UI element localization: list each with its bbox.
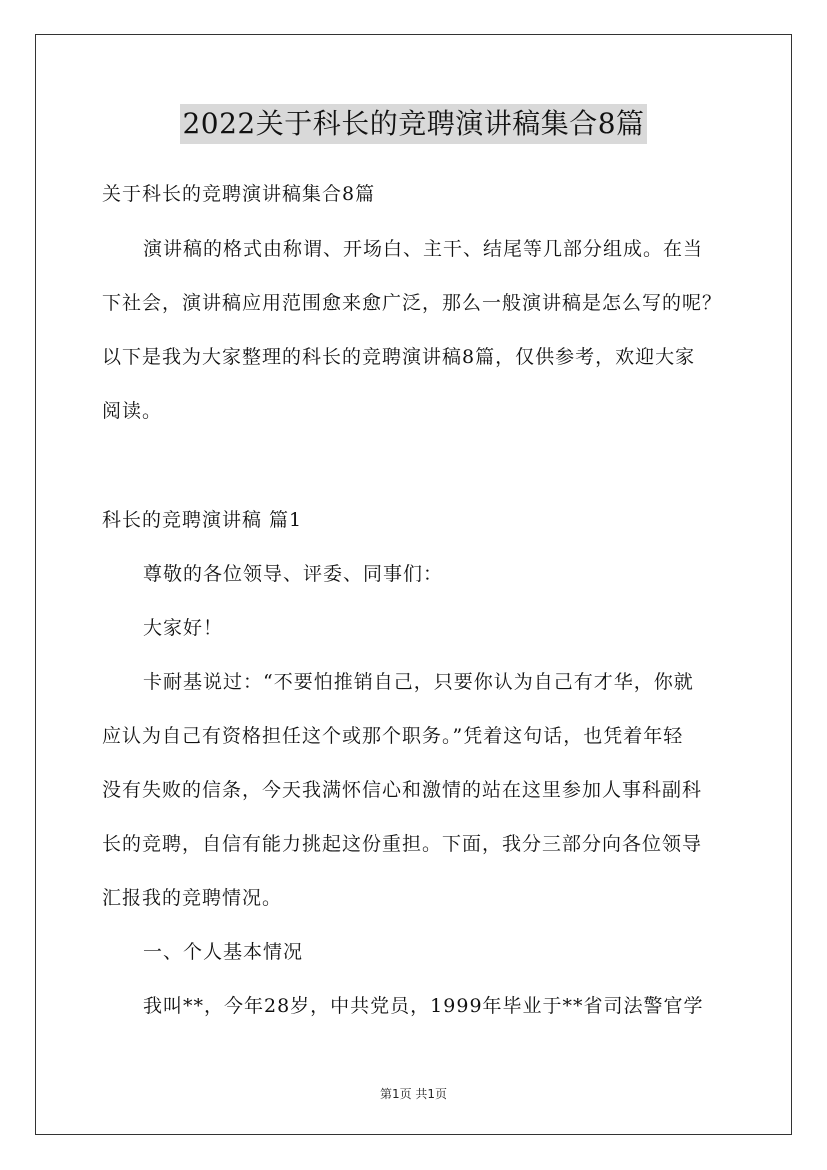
- salutation: 尊敬的各位领导、评委、同事们：: [143, 563, 444, 585]
- body-line-5: 汇报我的竞聘情况。: [102, 887, 283, 909]
- body-last-line: 我叫**，今年28岁，中共党员，1999年毕业于**省司法警官学: [143, 995, 704, 1017]
- intro-line-1: 演讲稿的格式由称谓、开场白、主干、结尾等几部分组成。在当: [143, 238, 704, 260]
- intro-line-4: 阅读。: [102, 400, 163, 422]
- document-title-container: [0, 104, 827, 144]
- section-heading: 科长的竞聘演讲稿 篇1: [102, 509, 303, 531]
- body-line-3: 没有失败的信条，今天我满怀信心和激情的站在这里参加人事科副科: [102, 779, 703, 801]
- intro-line-2: 下社会，演讲稿应用范围愈来愈广泛，那么一般演讲稿是怎么写的呢？: [102, 292, 723, 314]
- body-line-4: 长的竞聘，自信有能力挑起这份重担。下面，我分三部分向各位领导: [102, 833, 703, 855]
- greeting: 大家好！: [143, 617, 224, 639]
- document-title: 2022关于科长的竞聘演讲稿集合8篇: [180, 104, 646, 144]
- page-footer: 第1页 共1页: [379, 1087, 448, 1101]
- intro-line-3: 以下是我为大家整理的科长的竞聘演讲稿8篇，仅供参考，欢迎大家: [102, 346, 696, 368]
- document-subtitle: 关于科长的竞聘演讲稿集合8篇: [102, 183, 376, 205]
- body-line-2: 应认为自己有资格担任这个或那个职务。”凭着这句话，也凭着年轻: [102, 725, 684, 747]
- subheading: 一、个人基本情况: [143, 941, 304, 963]
- body-line-1: 卡耐基说过：“不要怕推销自己，只要你认为自己有才华，你就: [143, 671, 694, 693]
